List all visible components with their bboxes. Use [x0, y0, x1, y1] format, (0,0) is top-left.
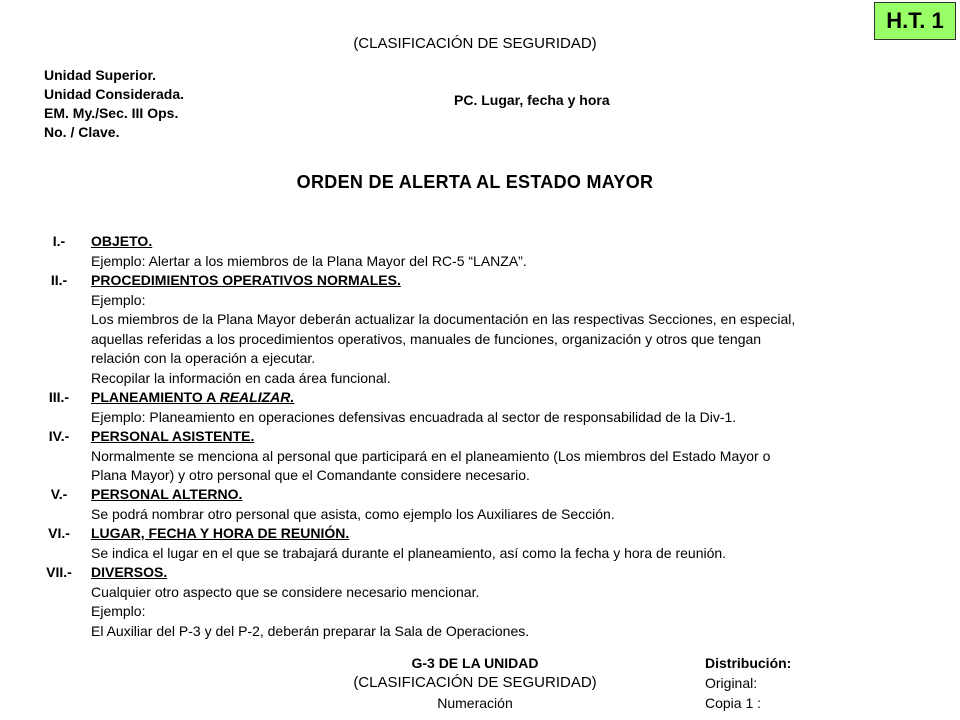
section-line: Ejemplo: Alertar a los miembros de la Plana Mayor del RC-5 “LANZA”.	[91, 252, 527, 269]
section-line: relación con la operación a ejecutar.	[91, 350, 316, 366]
distribution-heading: Distribución:	[705, 655, 792, 671]
section-line: Los miembros de la Plana Mayor deberán actualizar la documentación en las respectivas Secciones, en especial,	[91, 311, 796, 327]
header-superior-unit: Unidad Superior.	[44, 67, 157, 83]
section-line: Se indica el lugar en el que se trabajará durante el planeamiento, así como la fecha y hora de reunión.	[91, 544, 727, 561]
section-line: Recopilar la información en cada área funcional.	[91, 369, 391, 386]
security-classification-top: (CLASIFICACIÓN DE SEGURIDAD)	[353, 35, 597, 52]
section-number: IV.-	[48, 428, 70, 444]
section-number: II.-	[50, 272, 68, 288]
header-place-date-time: PC. Lugar, fecha y hora	[454, 92, 610, 108]
numbering-label: Numeración	[437, 695, 513, 711]
section-number: VII.-	[46, 564, 72, 580]
section-heading-text: PROCEDIMIENTOS OPERATIVOS NORMALES.	[91, 272, 401, 288]
section-heading	[91, 271, 401, 291]
header-number-code: No. / Clave.	[44, 124, 120, 140]
section-heading-text: PERSONAL ASISTENTE.	[91, 428, 255, 444]
section-line: Plana Mayor) y otro personal que el Comandante considere necesario.	[91, 467, 530, 483]
section-number: VI.-	[48, 525, 70, 541]
section-heading-text: LUGAR, FECHA Y HORA DE REUNIÓN.	[91, 525, 350, 541]
header-left-block	[44, 66, 184, 142]
section-heading	[91, 524, 349, 544]
section-heading	[91, 427, 254, 447]
section-line: aquellas referidas a los procedimientos operativos, manuales de funciones, organización y otros que tengan	[91, 330, 762, 347]
slide-tag-badge: H.T. 1	[874, 2, 956, 40]
distribution-original: Original:	[705, 675, 758, 691]
section-line: Ejemplo: Planeamiento en operaciones defensivas encuadrada al sector de responsabilidad de la Div-1.	[91, 408, 737, 425]
signature-unit: G-3 DE LA UNIDAD	[411, 655, 539, 671]
section-heading-text: PERSONAL ALTERNO.	[91, 486, 243, 502]
section-heading-emphasis: REALIZAR.	[219, 389, 295, 405]
section-heading-text: PLANEAMIENTO A	[91, 389, 220, 405]
section-heading-text: DIVERSOS.	[91, 564, 168, 580]
section-heading	[91, 485, 242, 505]
section-line: Normalmente se menciona al personal que participará en el planeamiento (Los miembros del Estado Mayor o	[91, 447, 771, 464]
security-classification-bottom: (CLASIFICACIÓN DE SEGURIDAD)	[353, 674, 597, 691]
section-heading	[91, 232, 152, 252]
distribution-block	[705, 653, 791, 713]
signature-block	[300, 653, 650, 713]
section-number: III.-	[48, 389, 70, 405]
section-number: V.-	[50, 486, 68, 502]
section-heading	[91, 563, 167, 583]
section-heading	[91, 388, 294, 408]
section-line: Ejemplo:	[91, 291, 146, 308]
distribution-copy: Copia 1 :	[705, 695, 762, 711]
header-considered-unit: Unidad Considerada.	[44, 86, 185, 102]
section-line: El Auxiliar del P-3 y del P-2, deberán preparar la Sala de Operaciones.	[91, 622, 530, 639]
header-staff-section: EM. My./Sec. III Ops.	[44, 105, 179, 121]
section-line: Ejemplo:	[91, 603, 146, 619]
document-title: ORDEN DE ALERTA AL ESTADO MAYOR	[296, 172, 654, 192]
section-line: Se podrá nombrar otro personal que asista, como ejemplo los Auxiliares de Sección.	[91, 505, 615, 522]
section-heading-text: OBJETO.	[91, 233, 153, 249]
section-number: I.-	[52, 233, 66, 249]
section-line: Cualquier otro aspecto que se considere necesario mencionar.	[91, 583, 480, 600]
